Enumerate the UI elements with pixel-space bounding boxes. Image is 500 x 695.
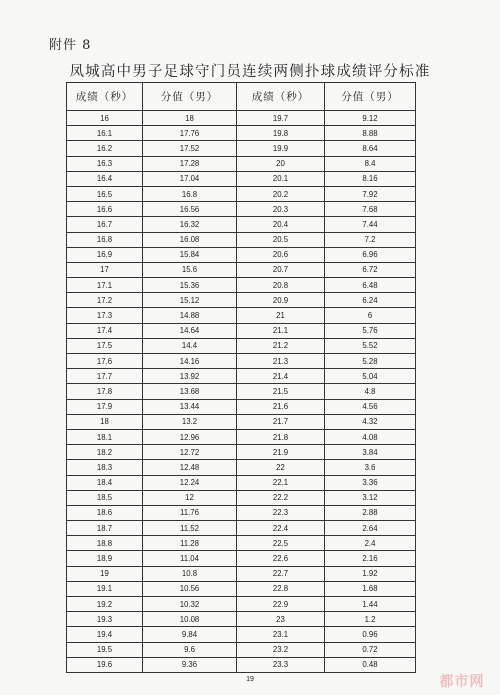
cell-time-left: 19.3 <box>67 612 143 627</box>
cell-time-right: 22.2 <box>237 490 325 505</box>
cell-score-right: 1.44 <box>325 597 416 612</box>
cell-score-left: 12.24 <box>143 475 237 490</box>
cell-score-left: 9.36 <box>143 657 237 672</box>
cell-score-right: 4.8 <box>325 384 416 399</box>
cell-time-left: 16.6 <box>67 202 143 217</box>
site-watermark: 都市网 <box>439 674 485 690</box>
cell-score-left: 11.52 <box>143 521 237 536</box>
cell-score-left: 18 <box>143 111 237 126</box>
cell-score-left: 9.84 <box>143 627 237 642</box>
cell-time-right: 20.9 <box>237 293 325 308</box>
cell-score-right: 0.96 <box>325 627 416 642</box>
cell-score-left: 16.56 <box>143 202 237 217</box>
cell-score-right: 7.92 <box>325 186 416 201</box>
cell-time-right: 22.4 <box>237 521 325 536</box>
cell-score-left: 16.08 <box>143 232 237 247</box>
cell-score-left: 16.8 <box>143 186 237 201</box>
cell-time-left: 17.8 <box>67 384 143 399</box>
table-row <box>67 369 416 384</box>
table-row <box>67 581 416 596</box>
cell-score-left: 17.28 <box>143 156 237 171</box>
cell-time-left: 17.5 <box>67 338 143 353</box>
cell-time-left: 16.7 <box>67 217 143 232</box>
cell-time-right: 20.7 <box>237 262 325 277</box>
cell-score-right: 4.56 <box>325 399 416 414</box>
cell-score-left: 12.48 <box>143 460 237 475</box>
table-row <box>67 597 416 612</box>
table-row <box>67 627 416 642</box>
cell-score-left: 12.96 <box>143 429 237 444</box>
table-header-row <box>67 83 416 111</box>
cell-time-right: 22.5 <box>237 536 325 551</box>
header-score-left: 分值（男） <box>143 83 237 111</box>
cell-score-left: 14.4 <box>143 338 237 353</box>
cell-score-left: 10.08 <box>143 612 237 627</box>
table-row <box>67 338 416 353</box>
cell-time-right: 22.3 <box>237 505 325 520</box>
cell-score-right: 6.96 <box>325 247 416 262</box>
cell-time-right: 19.8 <box>237 126 325 141</box>
cell-time-right: 21.5 <box>237 384 325 399</box>
scoring-table <box>66 82 416 673</box>
cell-time-left: 18.2 <box>67 445 143 460</box>
cell-time-left: 19.6 <box>67 657 143 672</box>
cell-time-right: 20.4 <box>237 217 325 232</box>
cell-score-right: 8.4 <box>325 156 416 171</box>
cell-time-right: 20.3 <box>237 202 325 217</box>
cell-score-right: 6.24 <box>325 293 416 308</box>
cell-score-left: 13.92 <box>143 369 237 384</box>
cell-time-left: 17.7 <box>67 369 143 384</box>
cell-score-right: 2.64 <box>325 521 416 536</box>
cell-score-right: 5.52 <box>325 338 416 353</box>
cell-time-left: 17 <box>67 262 143 277</box>
cell-score-left: 16.32 <box>143 217 237 232</box>
cell-time-right: 21.8 <box>237 429 325 444</box>
cell-time-left: 17.3 <box>67 308 143 323</box>
cell-score-left: 15.12 <box>143 293 237 308</box>
cell-time-left: 19.4 <box>67 627 143 642</box>
cell-time-left: 17.6 <box>67 354 143 369</box>
cell-time-left: 16.4 <box>67 171 143 186</box>
table-row <box>67 521 416 536</box>
cell-time-right: 19.7 <box>237 111 325 126</box>
cell-score-right: 2.16 <box>325 551 416 566</box>
cell-time-left: 18.7 <box>67 521 143 536</box>
cell-score-right: 3.84 <box>325 445 416 460</box>
cell-time-right: 22 <box>237 460 325 475</box>
table-row <box>67 354 416 369</box>
cell-time-left: 16 <box>67 111 143 126</box>
cell-time-right: 20.2 <box>237 186 325 201</box>
cell-score-right: 5.28 <box>325 354 416 369</box>
table-row <box>67 612 416 627</box>
cell-score-left: 13.44 <box>143 399 237 414</box>
cell-time-left: 18.4 <box>67 475 143 490</box>
cell-time-left: 18 <box>67 414 143 429</box>
table-row <box>67 384 416 399</box>
cell-score-left: 12.72 <box>143 445 237 460</box>
table-row <box>67 156 416 171</box>
cell-time-left: 18.6 <box>67 505 143 520</box>
cell-time-left: 16.2 <box>67 141 143 156</box>
table-row <box>67 247 416 262</box>
cell-score-right: 7.2 <box>325 232 416 247</box>
cell-score-right: 2.4 <box>325 536 416 551</box>
header-score-right: 分值（男） <box>325 83 416 111</box>
cell-score-left: 11.28 <box>143 536 237 551</box>
table-row <box>67 186 416 201</box>
cell-time-left: 16.8 <box>67 232 143 247</box>
table-row <box>67 293 416 308</box>
cell-score-left: 12 <box>143 490 237 505</box>
cell-score-right: 6.72 <box>325 262 416 277</box>
cell-time-left: 19 <box>67 566 143 581</box>
table-row <box>67 323 416 338</box>
cell-score-right: 4.32 <box>325 414 416 429</box>
table-row <box>67 657 416 672</box>
cell-score-left: 17.52 <box>143 141 237 156</box>
cell-time-right: 22.9 <box>237 597 325 612</box>
cell-score-right: 7.68 <box>325 202 416 217</box>
page-title: 凤城高中男子足球守门员连续两侧扑球成绩评分标准 <box>69 64 431 80</box>
cell-score-left: 10.56 <box>143 581 237 596</box>
cell-score-right: 2.88 <box>325 505 416 520</box>
cell-score-left: 15.36 <box>143 278 237 293</box>
cell-time-left: 17.9 <box>67 399 143 414</box>
cell-score-left: 10.8 <box>143 566 237 581</box>
cell-score-right: 1.68 <box>325 581 416 596</box>
table-row <box>67 126 416 141</box>
cell-time-right: 21.7 <box>237 414 325 429</box>
cell-time-right: 21.2 <box>237 338 325 353</box>
table-row <box>67 551 416 566</box>
cell-score-left: 14.88 <box>143 308 237 323</box>
table-row <box>67 399 416 414</box>
cell-time-right: 20 <box>237 156 325 171</box>
cell-score-right: 0.72 <box>325 642 416 657</box>
cell-time-left: 16.9 <box>67 247 143 262</box>
cell-score-right: 5.04 <box>325 369 416 384</box>
table-row <box>67 460 416 475</box>
cell-time-left: 18.3 <box>67 460 143 475</box>
cell-score-right: 3.6 <box>325 460 416 475</box>
cell-time-right: 21.3 <box>237 354 325 369</box>
cell-time-right: 22.6 <box>237 551 325 566</box>
cell-time-left: 19.1 <box>67 581 143 596</box>
header-time-left: 成绩（秒） <box>67 83 143 111</box>
cell-score-left: 14.64 <box>143 323 237 338</box>
cell-score-left: 11.76 <box>143 505 237 520</box>
cell-time-right: 23 <box>237 612 325 627</box>
cell-score-right: 8.16 <box>325 171 416 186</box>
cell-score-right: 8.64 <box>325 141 416 156</box>
cell-score-right: 6.48 <box>325 278 416 293</box>
table-row <box>67 202 416 217</box>
cell-time-left: 16.5 <box>67 186 143 201</box>
cell-time-right: 21 <box>237 308 325 323</box>
cell-time-left: 17.4 <box>67 323 143 338</box>
cell-score-right: 3.12 <box>325 490 416 505</box>
table-row <box>67 232 416 247</box>
cell-score-right: 9.12 <box>325 111 416 126</box>
cell-time-right: 20.8 <box>237 278 325 293</box>
cell-score-right: 6 <box>325 308 416 323</box>
cell-time-left: 16.3 <box>67 156 143 171</box>
cell-score-left: 15.84 <box>143 247 237 262</box>
cell-time-left: 18.9 <box>67 551 143 566</box>
cell-time-left: 17.1 <box>67 278 143 293</box>
cell-time-right: 20.5 <box>237 232 325 247</box>
cell-score-right: 0.48 <box>325 657 416 672</box>
cell-time-right: 22.7 <box>237 566 325 581</box>
cell-score-right: 7.44 <box>325 217 416 232</box>
cell-time-left: 16.1 <box>67 126 143 141</box>
cell-time-right: 21.1 <box>237 323 325 338</box>
cell-time-left: 19.5 <box>67 642 143 657</box>
cell-time-right: 23.1 <box>237 627 325 642</box>
header-time-right: 成绩（秒） <box>237 83 325 111</box>
cell-time-left: 18.8 <box>67 536 143 551</box>
cell-score-left: 9.6 <box>143 642 237 657</box>
table-row <box>67 475 416 490</box>
cell-time-right: 23.2 <box>237 642 325 657</box>
cell-score-right: 1.2 <box>325 612 416 627</box>
cell-time-right: 21.9 <box>237 445 325 460</box>
table-row <box>67 566 416 581</box>
cell-score-right: 8.88 <box>325 126 416 141</box>
table-row <box>67 505 416 520</box>
cell-score-left: 13.68 <box>143 384 237 399</box>
cell-time-right: 20.1 <box>237 171 325 186</box>
cell-score-right: 4.08 <box>325 429 416 444</box>
table-row <box>67 111 416 126</box>
cell-score-right: 5.76 <box>325 323 416 338</box>
table-row <box>67 308 416 323</box>
page-number: 19 <box>246 676 254 683</box>
table-row <box>67 490 416 505</box>
table-row <box>67 414 416 429</box>
table-row <box>67 429 416 444</box>
table-row <box>67 217 416 232</box>
cell-score-left: 17.76 <box>143 126 237 141</box>
cell-time-left: 18.1 <box>67 429 143 444</box>
cell-score-left: 11.04 <box>143 551 237 566</box>
cell-time-left: 17.2 <box>67 293 143 308</box>
table-row <box>67 536 416 551</box>
cell-time-right: 21.4 <box>237 369 325 384</box>
cell-score-right: 1.92 <box>325 566 416 581</box>
cell-score-left: 15.6 <box>143 262 237 277</box>
cell-time-left: 19.2 <box>67 597 143 612</box>
attachment-label: 附件 8 <box>49 38 92 53</box>
cell-score-right: 3.36 <box>325 475 416 490</box>
cell-time-right: 22.8 <box>237 581 325 596</box>
cell-time-right: 23.3 <box>237 657 325 672</box>
table-row <box>67 278 416 293</box>
cell-score-left: 14.16 <box>143 354 237 369</box>
table-row <box>67 262 416 277</box>
table-row <box>67 171 416 186</box>
cell-time-right: 21.6 <box>237 399 325 414</box>
table-row <box>67 445 416 460</box>
table-row <box>67 141 416 156</box>
cell-time-right: 19.9 <box>237 141 325 156</box>
table-body <box>67 111 416 673</box>
cell-time-right: 22.1 <box>237 475 325 490</box>
cell-score-left: 17.04 <box>143 171 237 186</box>
cell-score-left: 13.2 <box>143 414 237 429</box>
cell-score-left: 10.32 <box>143 597 237 612</box>
table-row <box>67 642 416 657</box>
cell-time-right: 20.6 <box>237 247 325 262</box>
cell-time-left: 18.5 <box>67 490 143 505</box>
